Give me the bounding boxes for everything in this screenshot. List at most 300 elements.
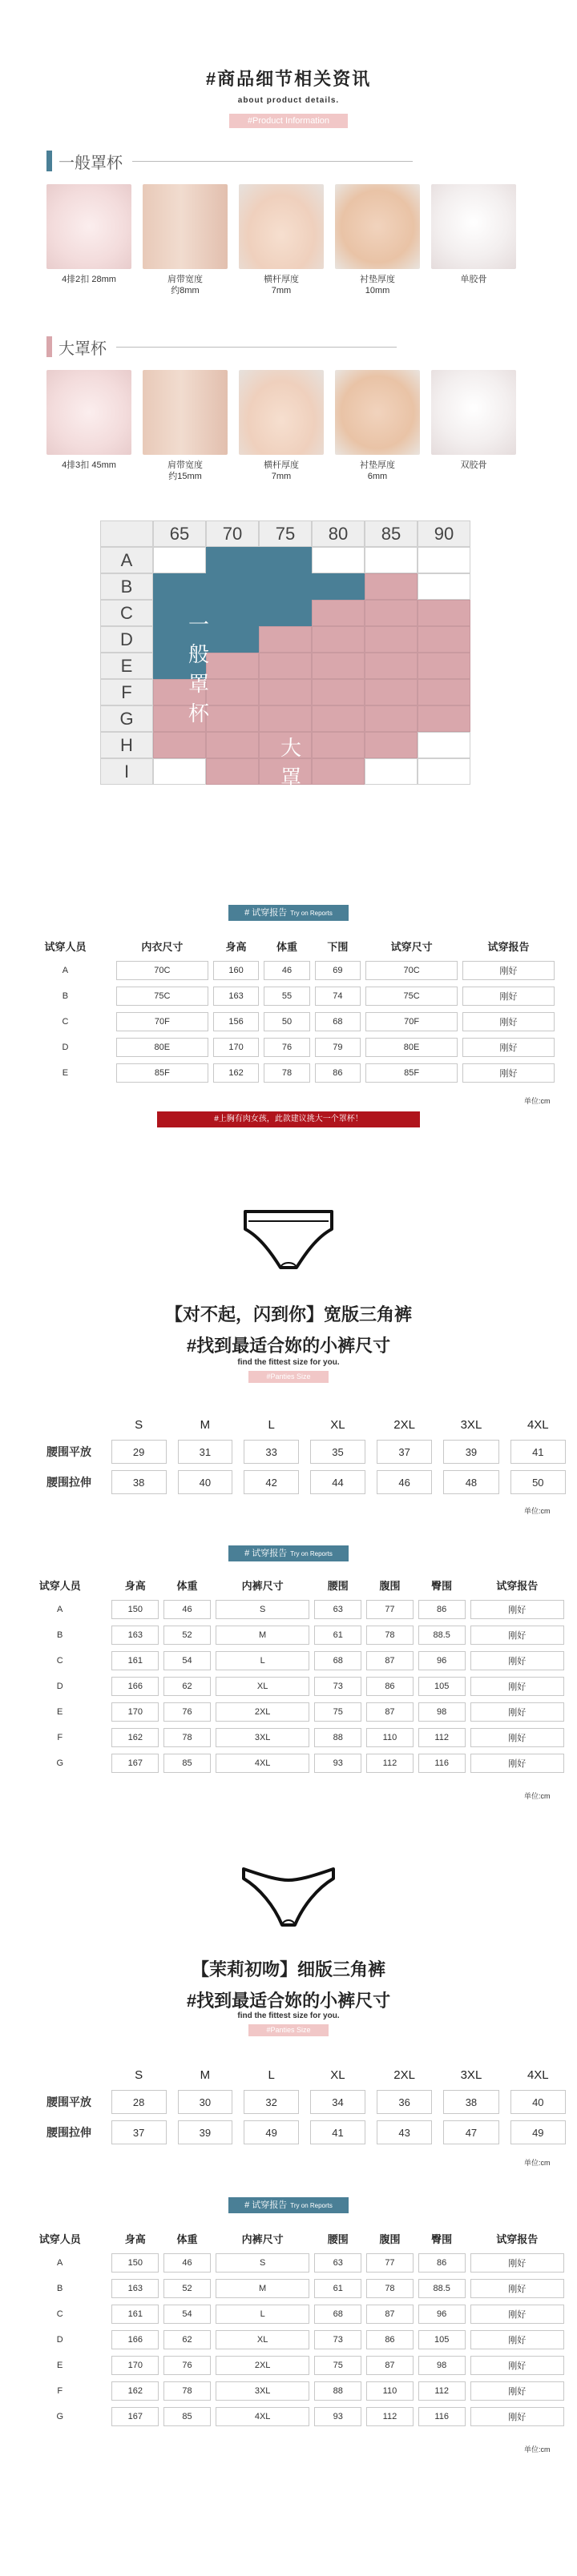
table-row <box>46 2120 566 2144</box>
size-header: 3XL <box>460 2068 482 2082</box>
table-row <box>13 2279 564 2298</box>
table-cell: 105 <box>418 1677 466 1696</box>
table-cell: 刚好 <box>470 2330 564 2349</box>
column-header: 腹围 <box>379 1579 401 1592</box>
table-cell: 42 <box>244 1470 299 1494</box>
table-row <box>46 1440 566 1464</box>
table-cell: 刚好 <box>470 2407 564 2426</box>
size-cell <box>259 573 312 600</box>
table-cell: 88.5 <box>418 2279 466 2298</box>
table-cell: 刚好 <box>462 1038 555 1057</box>
thong-title: 【茉莉初吻】细版三角裤 <box>191 1959 385 1979</box>
table-cell: E <box>57 1707 63 1717</box>
brief-title: 【对不起，闪到你】宽版三角裤 <box>164 1304 412 1324</box>
large-cup-label: 大罩杯 <box>280 736 302 819</box>
cup-header: B <box>100 573 153 600</box>
size-cell <box>418 653 470 679</box>
table-cell: 96 <box>418 2305 466 2324</box>
photo-caption: 肩带宽度 约8mm <box>167 275 203 295</box>
band-header: 65 <box>153 520 206 547</box>
table-cell: 50 <box>264 1012 309 1031</box>
table-cell: 110 <box>366 1728 414 1747</box>
table-cell: 2XL <box>216 2356 309 2375</box>
table-cell: 3XL <box>216 1728 309 1747</box>
size-header: L <box>268 1417 275 1432</box>
table-cell: 49 <box>510 2120 566 2144</box>
table-cell: 73 <box>314 1677 361 1696</box>
table-cell: 34 <box>310 2090 365 2114</box>
row-label: 腰围平放 <box>46 2096 91 2108</box>
row-label: 腰围拉伸 <box>46 2126 91 2139</box>
table-cell: 47 <box>443 2120 498 2144</box>
photo-caption: 衬垫厚度 6mm <box>360 460 395 481</box>
brief-report-table <box>8 1569 569 1779</box>
table-cell: C <box>56 2309 63 2319</box>
bra-report-tag-text: # 试穿报告 <box>244 908 288 918</box>
table-cell: 4XL <box>216 1754 309 1773</box>
size-cell <box>259 626 312 653</box>
table-cell: 112 <box>418 2381 466 2401</box>
table-cell: 32 <box>244 2090 299 2114</box>
table-cell: 161 <box>111 2305 159 2324</box>
table-cell: M <box>216 1626 309 1645</box>
bar-thickness-photo <box>239 184 324 269</box>
corner-cell <box>46 2066 100 2084</box>
divider <box>132 161 413 162</box>
table-cell: 93 <box>314 1754 361 1773</box>
table-cell: 刚好 <box>470 1702 564 1722</box>
size-cell <box>418 732 470 758</box>
size-cell <box>418 679 470 705</box>
table-cell: 4XL <box>216 2407 309 2426</box>
photo-caption: 4排3扣 45mm <box>62 460 116 470</box>
size-cell <box>312 653 365 679</box>
table-cell: 刚好 <box>470 1651 564 1670</box>
table-cell: 50 <box>510 1470 566 1494</box>
underwire-photo <box>431 184 516 269</box>
table-row <box>13 1702 564 1722</box>
table-cell: 70C <box>365 961 458 980</box>
table-cell: 75C <box>116 987 208 1006</box>
table-cell: 76 <box>163 2356 211 2375</box>
bra-report-tag <box>228 905 349 921</box>
table-cell: 163 <box>213 987 259 1006</box>
table-cell: 41 <box>510 1440 566 1464</box>
column-header: 腰围 <box>327 1579 349 1592</box>
column-header: 内裤尺寸 <box>241 1579 284 1592</box>
column-header: 内裤尺寸 <box>241 2232 284 2245</box>
table-row <box>19 1012 555 1031</box>
table-row <box>13 2381 564 2401</box>
normal-cup-title: 一般罩杯 <box>59 154 123 172</box>
table-cell: 161 <box>111 1651 159 1670</box>
large-cup-title: 大罩杯 <box>59 340 107 358</box>
cup-header: A <box>100 547 153 573</box>
table-cell: 41 <box>310 2120 365 2144</box>
table-cell: 70C <box>116 961 208 980</box>
brief-report-tag-text: # 试穿报告 <box>244 1549 288 1558</box>
size-cell <box>312 547 365 573</box>
table-cell: 87 <box>366 2305 414 2324</box>
section-marker <box>46 151 52 171</box>
table-row <box>13 1651 564 1670</box>
page-subtitle: about product details. <box>237 96 340 105</box>
table-cell: 38 <box>111 1470 167 1494</box>
thong-report-tag <box>228 2197 349 2213</box>
table-cell: C <box>62 1017 69 1027</box>
photo-caption: 横杆厚度 7mm <box>264 460 299 481</box>
table-cell: D <box>56 2335 63 2345</box>
table-cell: 刚好 <box>470 1754 564 1773</box>
shoulder-strap-photo <box>143 184 228 269</box>
table-cell: 156 <box>213 1012 259 1031</box>
size-cell <box>312 758 365 785</box>
photo-caption: 双胶骨 <box>460 460 487 470</box>
table-cell: 96 <box>418 1651 466 1670</box>
thong-unit: 单位:cm <box>524 2159 551 2167</box>
size-cell <box>365 758 418 785</box>
size-cell <box>312 600 365 626</box>
photo-caption: 横杆厚度 7mm <box>264 275 299 295</box>
table-cell: 68 <box>314 1651 361 1670</box>
table-cell: 76 <box>163 1702 211 1722</box>
size-cell <box>206 547 259 573</box>
table-cell: B <box>57 2284 63 2293</box>
size-cell <box>206 626 259 653</box>
table-cell: C <box>56 1656 63 1666</box>
table-cell: 68 <box>314 2305 361 2324</box>
size-cell <box>259 653 312 679</box>
table-cell: G <box>56 2412 63 2421</box>
column-header: 试穿人员 <box>44 940 87 953</box>
row-label: 腰围平放 <box>46 1445 91 1458</box>
corner-cell <box>46 1416 100 1433</box>
brief-report-unit: 单位:cm <box>524 1792 551 1800</box>
table-cell: 46 <box>163 1600 211 1619</box>
table-cell: 88 <box>314 1728 361 1747</box>
table-cell: 162 <box>213 1063 259 1083</box>
table-cell: 40 <box>510 2090 566 2114</box>
table-cell: 61 <box>314 1626 361 1645</box>
size-cell <box>365 679 418 705</box>
table-cell: 78 <box>163 2381 211 2401</box>
table-cell: 46 <box>377 1470 432 1494</box>
table-cell: 170 <box>213 1038 259 1057</box>
table-row <box>13 1626 564 1645</box>
table-cell: 88 <box>314 2381 361 2401</box>
column-header: 腹围 <box>379 2232 401 2245</box>
column-header: 身高 <box>124 2232 146 2245</box>
table-cell: 52 <box>163 2279 211 2298</box>
table-cell: A <box>57 2258 63 2268</box>
table-cell: 刚好 <box>462 1063 555 1083</box>
band-header: 75 <box>259 520 312 547</box>
table-cell: 112 <box>366 2407 414 2426</box>
table-cell: 150 <box>111 1600 159 1619</box>
thong-report-tag-en: Try on Reports <box>290 2202 333 2209</box>
table-cell: B <box>62 991 69 1001</box>
table-cell: 86 <box>315 1063 361 1083</box>
table-cell: G <box>56 1758 63 1768</box>
table-cell: 刚好 <box>462 987 555 1006</box>
table-cell: 110 <box>366 2381 414 2401</box>
table-cell: D <box>56 1682 63 1691</box>
table-cell: 68 <box>315 1012 361 1031</box>
section-marker <box>46 336 52 357</box>
table-cell: 33 <box>244 1440 299 1464</box>
size-cell <box>365 653 418 679</box>
size-cell <box>206 573 259 600</box>
table-cell: 刚好 <box>462 961 555 980</box>
brief-en: find the fittest size for you. <box>237 1358 340 1367</box>
column-header: 臀围 <box>431 2232 453 2245</box>
table-cell: 55 <box>264 987 309 1006</box>
table-cell: 70F <box>116 1012 208 1031</box>
table-cell: 74 <box>315 987 361 1006</box>
thong-icon <box>239 1864 338 1928</box>
photo-caption: 单胶骨 <box>460 275 487 284</box>
size-cell <box>206 758 259 785</box>
table-cell: XL <box>216 1677 309 1696</box>
thong-subtitle: #找到最适合妳的小裤尺寸 <box>186 1991 391 2011</box>
table-row <box>46 1470 566 1494</box>
table-cell: 85 <box>163 1754 211 1773</box>
pad-thickness-photo <box>335 370 420 455</box>
size-header: M <box>200 1417 211 1432</box>
size-cell <box>206 653 259 679</box>
table-cell: 刚好 <box>470 1600 564 1619</box>
cup-header: I <box>100 758 153 785</box>
table-row <box>13 1677 564 1696</box>
table-cell: 63 <box>314 2253 361 2273</box>
band-header: 90 <box>418 520 470 547</box>
brief-icon <box>240 1205 337 1273</box>
table-cell: 46 <box>264 961 309 980</box>
table-cell: A <box>62 966 69 975</box>
normal-cup-heading <box>46 151 413 171</box>
thong-size-table <box>35 2060 577 2151</box>
table-cell: 170 <box>111 1702 159 1722</box>
table-cell: 35 <box>310 1440 365 1464</box>
column-header: 体重 <box>176 1579 198 1592</box>
table-cell: 93 <box>314 2407 361 2426</box>
table-cell: 40 <box>178 1470 233 1494</box>
size-header: XL <box>330 1417 345 1432</box>
table-cell: 28 <box>111 2090 167 2114</box>
bra-report-tag-en: Try on Reports <box>290 910 333 917</box>
table-cell: 163 <box>111 2279 159 2298</box>
band-header: 85 <box>365 520 418 547</box>
table-cell: 85F <box>365 1063 458 1083</box>
thong-report-table <box>8 2223 569 2433</box>
size-cell <box>206 732 259 758</box>
brief-size-table <box>35 1409 577 1501</box>
table-row <box>13 2407 564 2426</box>
table-cell: 105 <box>418 2330 466 2349</box>
column-header: 体重 <box>176 2232 198 2245</box>
table-cell: S <box>216 1600 309 1619</box>
bra-unit: 单位:cm <box>524 1097 551 1105</box>
size-cell <box>312 732 365 758</box>
table-cell: 88.5 <box>418 1626 466 1645</box>
size-cell <box>365 547 418 573</box>
table-cell: M <box>216 2279 309 2298</box>
table-row <box>13 2253 564 2273</box>
table-cell: A <box>57 1605 63 1614</box>
table-row <box>13 1600 564 1619</box>
size-header: S <box>135 1417 143 1432</box>
table-cell: 78 <box>366 1626 414 1645</box>
brief-report-tag-en: Try on Reports <box>290 1550 333 1557</box>
size-cell <box>206 705 259 732</box>
table-cell: 116 <box>418 2407 466 2426</box>
table-cell: XL <box>216 2330 309 2349</box>
table-cell: 38 <box>443 2090 498 2114</box>
table-cell: 78 <box>163 1728 211 1747</box>
size-cell <box>259 600 312 626</box>
table-row <box>13 2356 564 2375</box>
size-header: 2XL <box>393 1417 415 1432</box>
grid-corner <box>100 520 153 547</box>
table-cell: 刚好 <box>470 2253 564 2273</box>
bar-thickness-photo <box>239 370 324 455</box>
column-header: 试穿人员 <box>38 1579 81 1592</box>
table-cell: L <box>216 1651 309 1670</box>
divider <box>116 347 397 348</box>
table-cell: 75 <box>314 1702 361 1722</box>
size-header: XL <box>330 2068 345 2082</box>
table-cell: 37 <box>377 1440 432 1464</box>
column-header: 试穿报告 <box>487 940 530 953</box>
table-cell: 79 <box>315 1038 361 1057</box>
table-cell: 86 <box>418 1600 466 1619</box>
pad-thickness-photo <box>335 184 420 269</box>
table-cell: 85 <box>163 2407 211 2426</box>
table-cell: 54 <box>163 1651 211 1670</box>
table-cell: 62 <box>163 1677 211 1696</box>
column-header: 下围 <box>327 940 349 953</box>
hook-closure-photo <box>46 184 131 269</box>
table-cell: 2XL <box>216 1702 309 1722</box>
table-row <box>19 1038 555 1057</box>
table-cell: 48 <box>443 1470 498 1494</box>
table-cell: S <box>216 2253 309 2273</box>
hook-closure-photo <box>46 370 131 455</box>
table-cell: 116 <box>418 1754 466 1773</box>
table-cell: 162 <box>111 1728 159 1747</box>
table-row <box>13 2330 564 2349</box>
table-cell: 75 <box>314 2356 361 2375</box>
size-cell <box>365 732 418 758</box>
size-cell <box>259 547 312 573</box>
row-label: 腰围拉伸 <box>46 1476 91 1489</box>
table-cell: 73 <box>314 2330 361 2349</box>
column-header: 试穿尺寸 <box>390 940 433 953</box>
table-cell: 80E <box>365 1038 458 1057</box>
bra-notice: #上胸有肉女孩，此款建议挑大一个罩杯！ <box>157 1111 420 1127</box>
table-cell: 54 <box>163 2305 211 2324</box>
table-cell: 3XL <box>216 2381 309 2401</box>
table-cell: 86 <box>366 2330 414 2349</box>
thong-en: find the fittest size for you. <box>237 2011 340 2020</box>
size-cell <box>206 600 259 626</box>
table-cell: 163 <box>111 1626 159 1645</box>
table-cell: 85F <box>116 1063 208 1083</box>
table-cell: E <box>57 2361 63 2370</box>
table-cell: D <box>62 1043 69 1052</box>
underwire-photo <box>431 370 516 455</box>
cup-header: D <box>100 626 153 653</box>
size-header: L <box>268 2068 275 2082</box>
cup-header: H <box>100 732 153 758</box>
size-cell <box>418 626 470 653</box>
size-cell <box>418 600 470 626</box>
photo-caption: 肩带宽度 约15mm <box>167 460 203 481</box>
column-header: 试穿报告 <box>496 1579 539 1592</box>
column-header: 试穿报告 <box>496 2232 539 2245</box>
size-cell <box>365 705 418 732</box>
table-cell: 刚好 <box>470 2356 564 2375</box>
table-cell: 80E <box>116 1038 208 1057</box>
table-cell: 150 <box>111 2253 159 2273</box>
table-cell: 刚好 <box>470 1728 564 1747</box>
size-cell <box>418 758 470 785</box>
brief-report-tag <box>228 1545 349 1561</box>
bra-report-table <box>14 930 559 1089</box>
table-cell: 76 <box>264 1038 309 1057</box>
table-cell: 87 <box>366 2356 414 2375</box>
table-cell: B <box>57 1630 63 1640</box>
table-cell: 98 <box>418 1702 466 1722</box>
table-cell: F <box>57 1733 63 1742</box>
table-row <box>13 2305 564 2324</box>
table-row <box>19 987 555 1006</box>
table-cell: 160 <box>213 961 259 980</box>
size-cell <box>418 573 470 600</box>
cup-header: G <box>100 705 153 732</box>
cup-header: E <box>100 653 153 679</box>
table-cell: 刚好 <box>470 2381 564 2401</box>
photo-caption: 衬垫厚度 10mm <box>360 275 395 295</box>
table-cell: 162 <box>111 2381 159 2401</box>
column-header: 臀围 <box>431 1579 453 1592</box>
size-header: 2XL <box>393 2068 415 2082</box>
band-header: 70 <box>206 520 259 547</box>
table-cell: 170 <box>111 2356 159 2375</box>
column-header: 身高 <box>225 940 247 953</box>
table-cell: 36 <box>377 2090 432 2114</box>
table-cell: 44 <box>310 1470 365 1494</box>
shoulder-strap-photo <box>143 370 228 455</box>
table-cell: 61 <box>314 2279 361 2298</box>
thong-report-tag-text: # 试穿报告 <box>244 2200 288 2210</box>
table-cell: 77 <box>366 1600 414 1619</box>
size-cell <box>153 573 206 600</box>
brief-unit: 单位:cm <box>524 1507 551 1515</box>
size-header: 4XL <box>527 1417 549 1432</box>
column-header: 体重 <box>276 940 297 953</box>
band-header: 80 <box>312 520 365 547</box>
table-cell: 112 <box>418 1728 466 1747</box>
size-cell <box>418 705 470 732</box>
column-header: 内衣尺寸 <box>141 940 184 953</box>
column-header: 腰围 <box>327 2232 349 2245</box>
table-cell: 75C <box>365 987 458 1006</box>
table-cell: 78 <box>366 2279 414 2298</box>
size-cell <box>153 732 206 758</box>
table-cell: 43 <box>377 2120 432 2144</box>
table-row <box>19 1063 555 1083</box>
